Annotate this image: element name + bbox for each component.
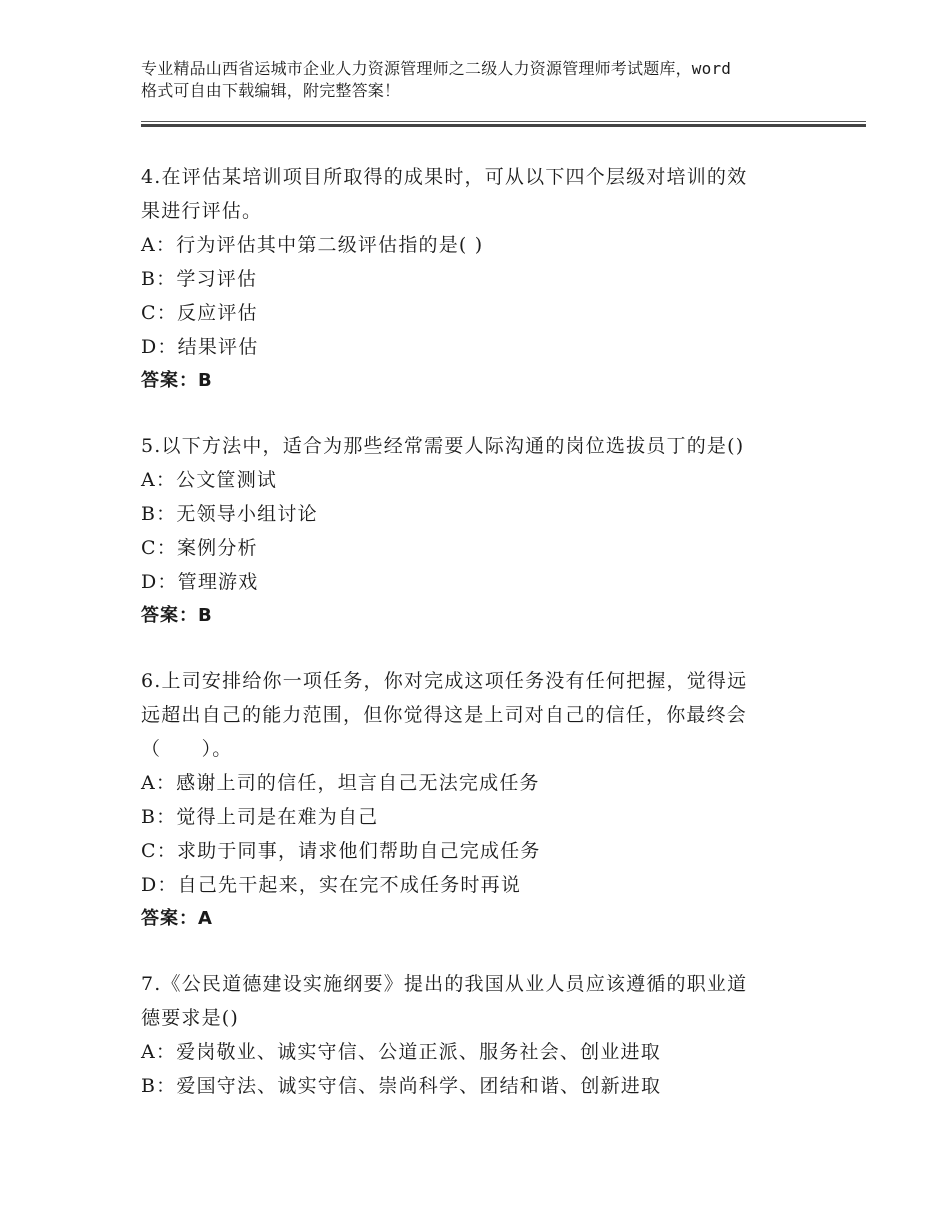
header-divider-thin — [141, 121, 866, 122]
header-line-2: 格式可自由下载编辑，附完整答案！ — [141, 81, 401, 100]
option-a: A：公文筐测试 — [141, 469, 278, 491]
question-4 — [141, 160, 821, 398]
option-d: D：管理游戏 — [141, 571, 259, 593]
question-5 — [141, 429, 821, 633]
option-c: C：反应评估 — [141, 302, 258, 324]
option-a: A：爱岗敬业、诚实守信、公道正派、服务社会、创业进取 — [141, 1041, 661, 1063]
question-text-line: 德要求是() — [141, 1007, 240, 1029]
option-b: B：学习评估 — [141, 268, 258, 290]
option-b: B：爱国守法、诚实守信、崇尚科学、团结和谐、创新进取 — [141, 1075, 662, 1097]
answer-label: 答案：B — [141, 370, 213, 391]
question-text-line: 5.以下方法中，适合为那些经常需要人际沟通的岗位选拔员丁的是() — [141, 435, 745, 457]
option-a: A：行为评估其中第二级评估指的是( ) — [141, 234, 484, 256]
header-line-1: 专业精品山西省运城市企业人力资源管理师之二级人力资源管理师考试题库，word — [141, 59, 732, 78]
question-7 — [141, 967, 821, 1103]
question-6 — [141, 664, 821, 936]
option-c: C：案例分析 — [141, 537, 258, 559]
option-a: A：感谢上司的信任，坦言自己无法完成任务 — [141, 772, 540, 794]
question-text-line: 7.《公民道德建设实施纲要》提出的我国从业人员应该遵循的职业道 — [141, 973, 748, 995]
document-header — [141, 58, 841, 102]
question-text-line: 4.在评估某培训项目所取得的成果时，可从以下四个层级对培训的效 — [141, 166, 748, 188]
question-text-line: （ ）。 — [141, 738, 233, 760]
answer-label: 答案：A — [141, 908, 213, 929]
option-b: B：觉得上司是在难为自己 — [141, 806, 379, 828]
header-divider-thick — [141, 124, 866, 127]
option-d: D：结果评估 — [141, 336, 259, 358]
option-b: B：无领导小组讨论 — [141, 503, 318, 525]
answer-label: 答案：B — [141, 605, 213, 626]
question-text-line: 远超出自己的能力范围，但你觉得这是上司对自己的信任，你最终会 — [141, 704, 748, 726]
question-text-line: 果进行评估。 — [141, 200, 263, 222]
option-c: C：求助于同事，请求他们帮助自己完成任务 — [141, 840, 541, 862]
question-text-line: 6.上司安排给你一项任务，你对完成这项任务没有任何把握，觉得远 — [141, 670, 748, 692]
question-list — [141, 160, 821, 1134]
option-d: D：自己先干起来，实在完不成任务时再说 — [141, 874, 522, 896]
